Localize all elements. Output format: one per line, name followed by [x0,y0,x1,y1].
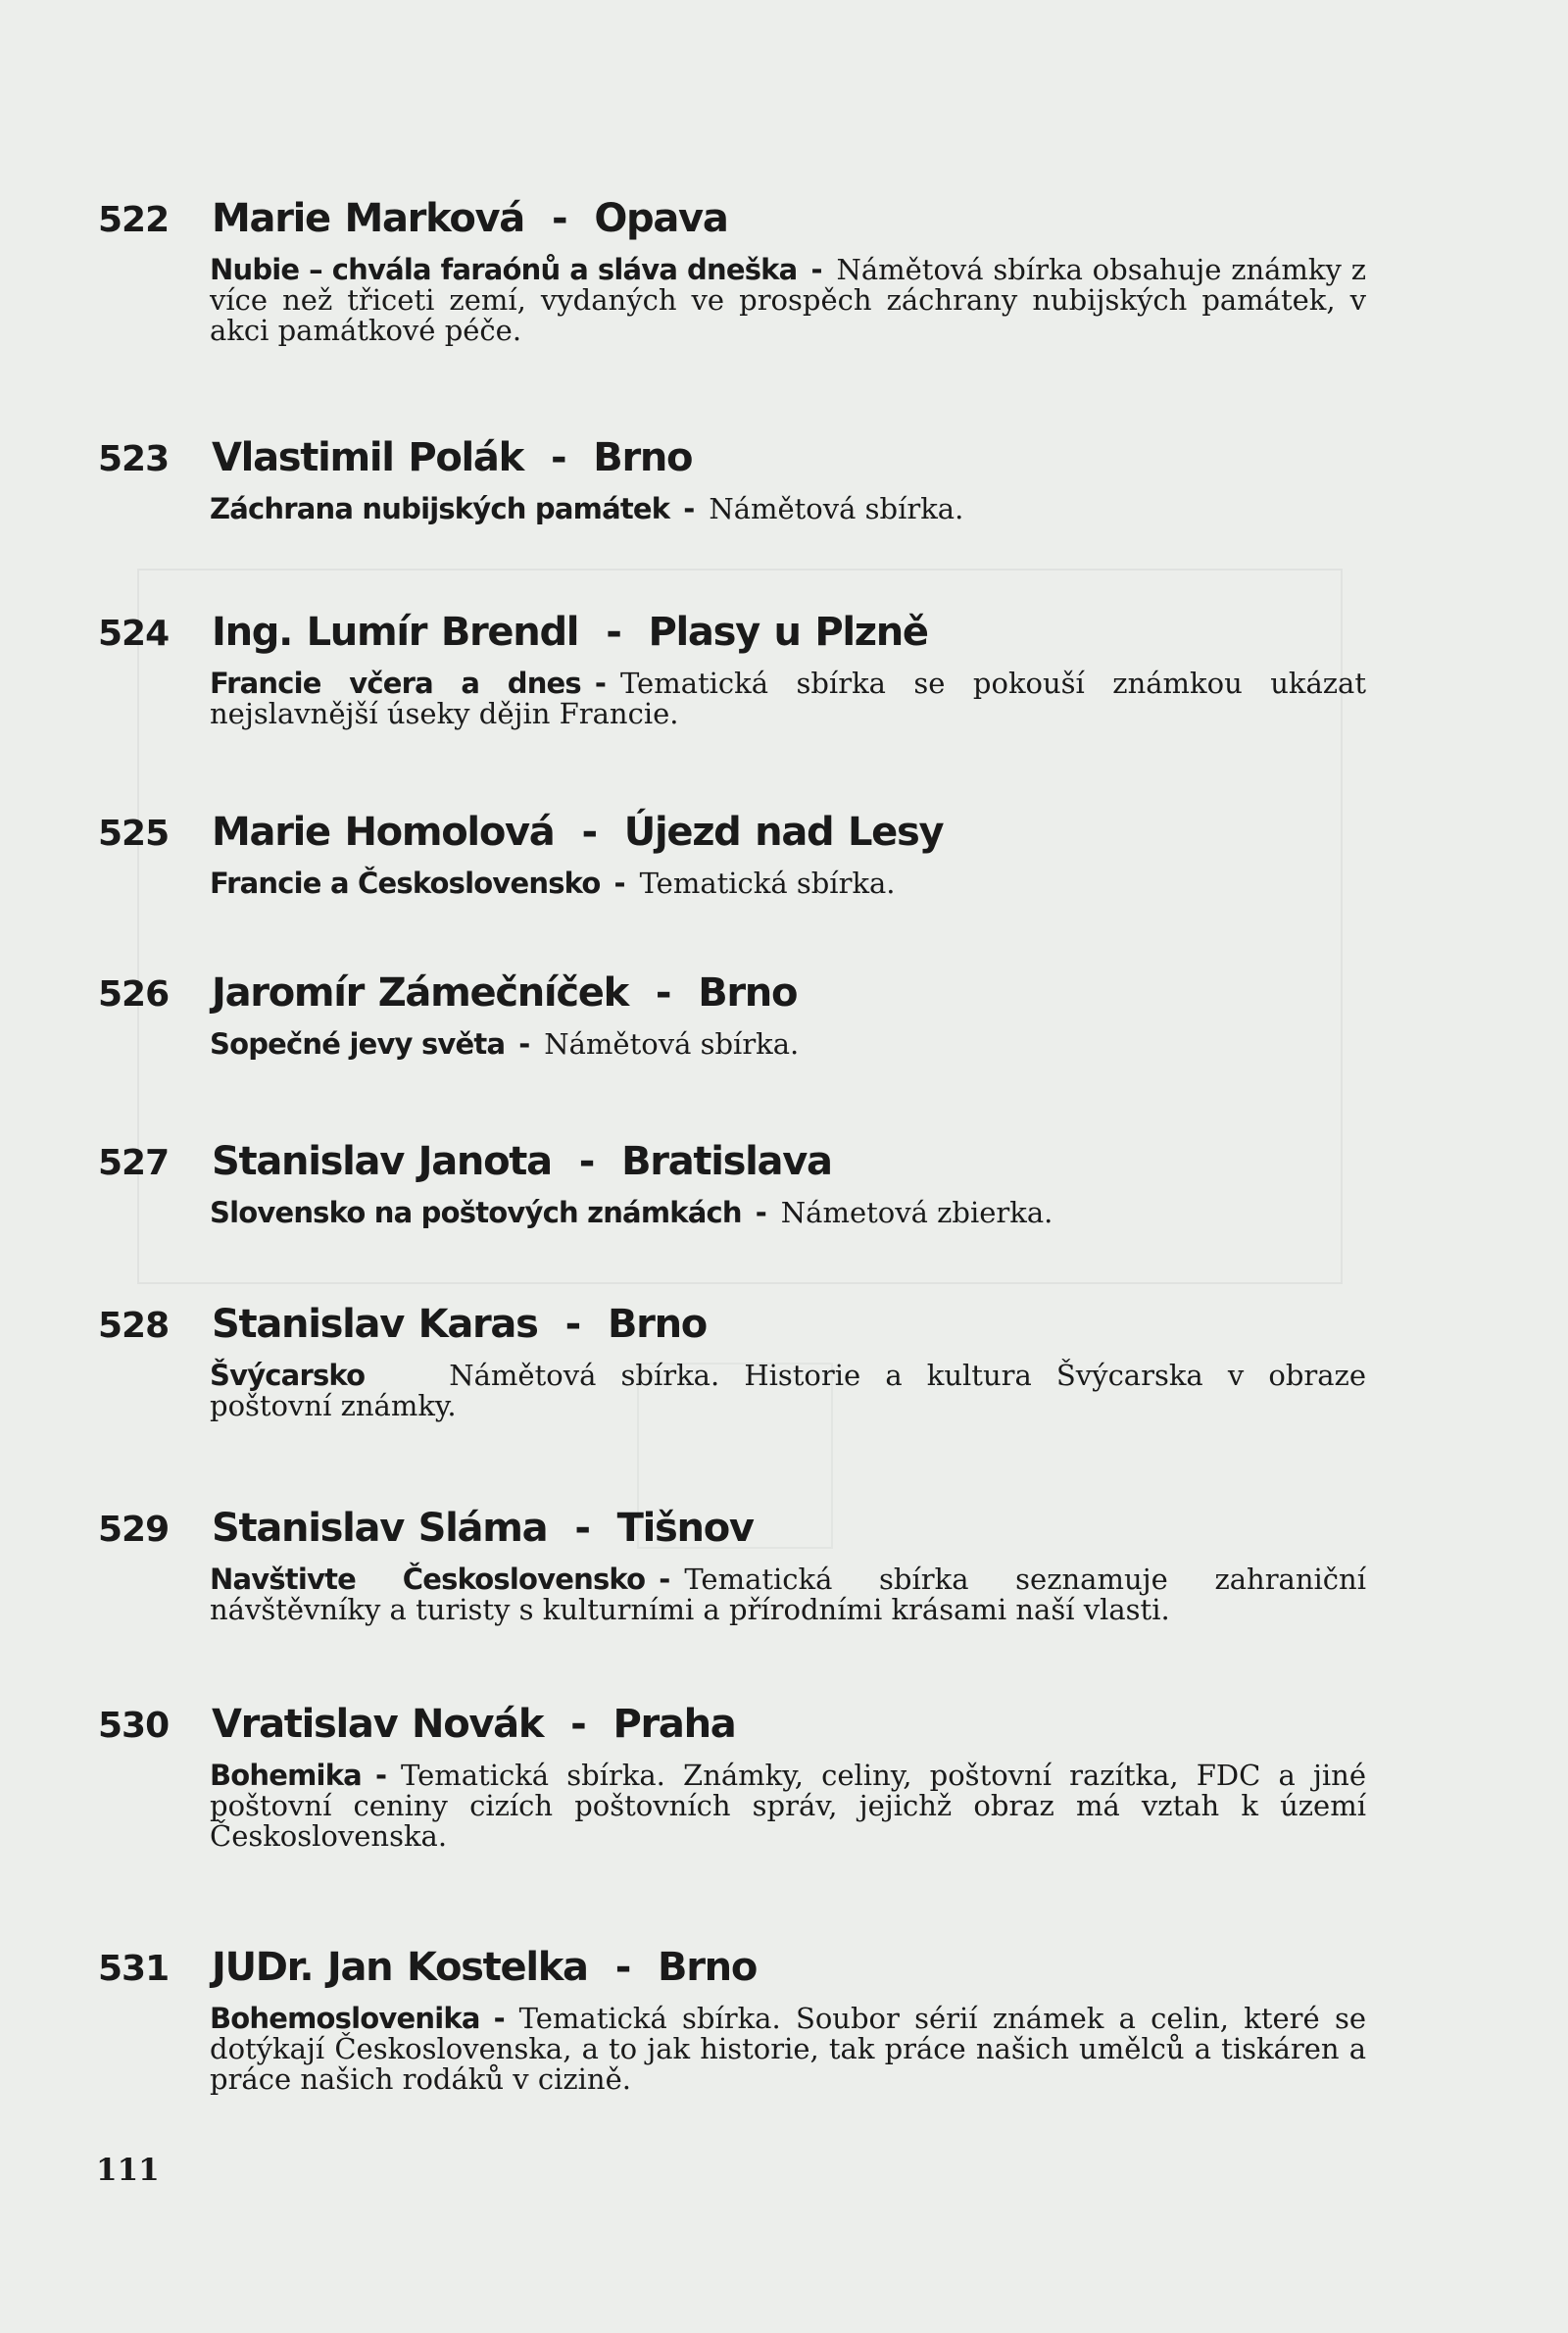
entry-number: 524 [98,614,170,654]
separator: - [606,610,621,655]
exhibitor-city: Brno [607,1302,707,1347]
collection-title: Švýcarsko [210,1359,366,1392]
separator: - [613,867,626,900]
exhibitor-name: Vlastimil Polák [212,435,523,480]
entry-number: 526 [98,974,170,1015]
entry-heading [212,1302,707,1347]
exhibitor-name: Stanislav Sláma [212,1506,548,1551]
entry-body [210,2004,1366,2095]
collection-title: Francie včera a dnes [210,667,581,700]
collection-description: Námětová sbírka. [709,492,964,525]
collection-title: Sopečné jevy světa [210,1027,506,1061]
exhibitor-city: Plasy u Plzně [648,610,928,655]
collection-description: Tematická sbírka seznamuje zahraniční návštěvníky a turisty s kulturními a přírodními krásami naší vlasti. [210,1563,1366,1626]
entry-number: 530 [98,1706,170,1746]
entry-body [210,1564,1366,1625]
exhibitor-name: Jaromír Zámečníček [212,970,628,1016]
exhibitor-city: Tišnov [616,1506,754,1551]
entry-number: 531 [98,1949,170,1989]
separator: - [550,435,566,480]
entry-body [210,494,1366,524]
entry-heading [212,970,797,1016]
collection-description: Námětová sbírka. [544,1027,800,1061]
entry-number: 528 [98,1306,170,1346]
entry-heading [212,1139,832,1184]
collection-description: Námětová sbírka. Historie a kultura Švýcarska v obraze poštovní známky. [210,1359,1366,1422]
entry-body [210,1761,1366,1852]
entry-number: 523 [98,439,170,479]
separator: - [493,2002,506,2035]
entry-heading [212,610,928,655]
collection-description: Tematická sbírka se pokouší známkou ukázat nejslavnější úseky dějin Francie. [210,667,1366,730]
exhibitor-name: Vratislav Novák [212,1702,544,1747]
entry-heading [212,196,728,241]
collection-title: Bohemoslovenika [210,2002,480,2035]
exhibitor-name: Marie Homolová [212,810,555,855]
entry-heading [212,1702,735,1747]
separator: - [659,1563,671,1596]
separator: - [578,1139,595,1184]
collection-title: Nubie – chvála faraónů a sláva dneška [210,253,798,286]
separator: - [614,1945,631,1990]
separator: - [655,970,671,1016]
exhibitor-city: Brno [698,970,798,1016]
collection-description: Tematická sbírka. Soubor sérií známek a celin, které se dotýkají Československa, a to jak historie, tak práce našich umělců a tiskáren a práce našich rodáků v cizině. [210,2002,1366,2096]
separator: - [594,667,607,700]
entry-body [210,1198,1366,1228]
entry-number: 527 [98,1143,170,1183]
collection-description: Tematická sbírka. [639,867,896,900]
exhibitor-name: Ing. Lumír Brendl [212,610,579,655]
entry-number: 525 [98,814,170,854]
exhibitor-city: Opava [594,196,728,241]
exhibitor-city: Praha [612,1702,736,1747]
separator: - [755,1196,767,1229]
exhibitor-name: Stanislav Janota [212,1139,552,1184]
separator: - [564,1302,580,1347]
separator: - [683,492,696,525]
entry-body [210,669,1366,729]
separator: - [581,810,597,855]
collection-description: Tematická sbírka. Známky, celiny, poštovní razítka, FDC a jiné poštovní ceniny cizích poštovních správ, jejichž obraz má vztah k území Československa. [210,1759,1366,1853]
collection-title: Slovensko na poštových známkách [210,1196,742,1229]
exhibitor-name: Stanislav Karas [212,1302,538,1347]
collection-title: Navštivte Československo [210,1563,646,1596]
entry-body [210,255,1366,346]
entry-heading [212,1945,757,1990]
exhibitor-city: Brno [593,435,693,480]
separator: - [518,1027,531,1061]
collection-title: Záchrana nubijských památek [210,492,670,525]
entry-heading [212,810,943,855]
entry-heading [212,435,692,480]
separator: - [570,1702,586,1747]
collection-title: Francie a Československo [210,867,601,900]
exhibitor-name: Marie Marková [212,196,524,241]
separator: - [374,1759,388,1792]
entry-number: 522 [98,200,170,240]
collection-title: Bohemika [210,1759,362,1792]
separator: - [552,196,567,241]
collection-description: Námetová zbierka. [780,1196,1054,1229]
entry-body [210,1361,1366,1421]
exhibitor-city: Újezd nad Lesy [623,810,944,855]
exhibitor-city: Brno [658,1945,758,1990]
exhibitor-name: JUDr. Jan Kostelka [212,1945,588,1990]
exhibitor-city: Bratislava [621,1139,832,1184]
separator: - [810,253,823,286]
entry-heading [212,1506,754,1551]
page-number: 111 [96,2153,160,2188]
separator: - [574,1506,590,1551]
entry-body [210,1029,1366,1060]
entry-number: 529 [98,1510,170,1550]
collection-description: Námětová sbírka obsahuje známky z více než třiceti zemí, vydaných ve prospěch záchrany nubijských památek, v akci památkové péče. [210,253,1366,347]
entry-body [210,869,1366,899]
